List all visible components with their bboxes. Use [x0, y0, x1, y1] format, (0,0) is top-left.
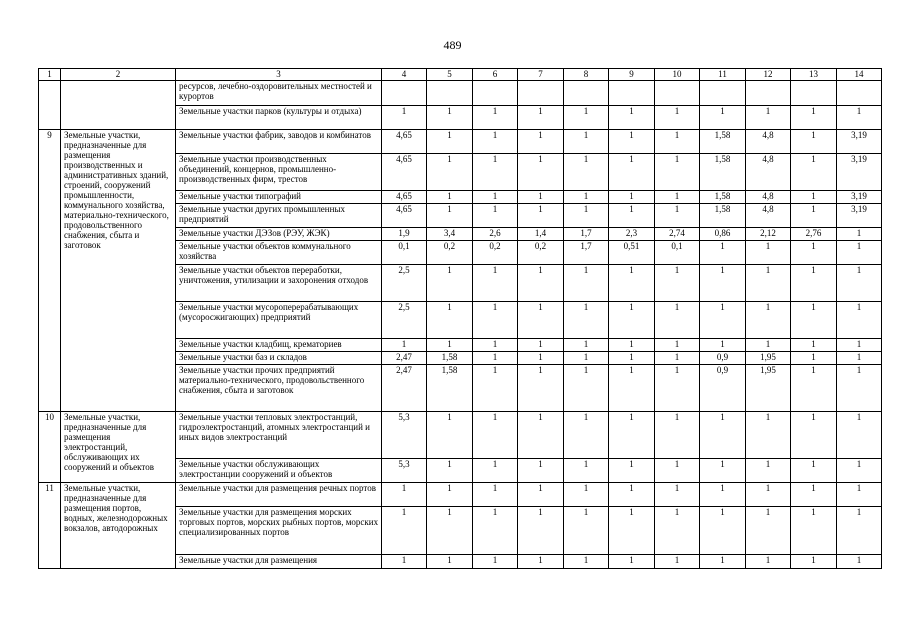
coefficient-cell: 2,3	[609, 228, 655, 241]
coefficient-cell: 1	[518, 507, 564, 555]
coefficient-cell: 1,58	[427, 352, 473, 365]
coefficient-cell: 1	[518, 302, 564, 339]
row-description: Земельные участки производственных объединений, концернов, промышленно-производственных фирм, трестов	[176, 154, 382, 191]
row-description: Земельные участки тепловых электростанций, гидроэлектростанций, атомных электростанций и иных видов электростанций	[176, 412, 382, 459]
coefficient-cell: 2,47	[382, 352, 427, 365]
coefficient-cell: 1	[427, 204, 473, 228]
coefficient-cell: 4,8	[746, 204, 791, 228]
coefficient-cell: 1	[518, 365, 564, 412]
coefficient-cell: 1	[518, 106, 564, 130]
page-number: 489	[443, 38, 462, 52]
table-row	[39, 412, 882, 459]
coefficient-cell: 0,1	[382, 241, 427, 265]
coefficient-cell: 2,5	[382, 302, 427, 339]
coefficient-cell: 4,8	[746, 191, 791, 204]
coefficient-cell: 1	[837, 459, 882, 483]
coefficient-cell: 1	[564, 154, 609, 191]
coefficient-cell: 1	[382, 339, 427, 352]
coefficient-cell: 1	[609, 352, 655, 365]
coefficient-cell: 2,6	[473, 228, 518, 241]
coefficient-cell: 1	[564, 555, 609, 569]
coefficient-cell: 4,65	[382, 204, 427, 228]
coefficient-cell	[791, 81, 837, 106]
column-header: 14	[837, 69, 882, 81]
coefficient-cell: 1	[700, 459, 746, 483]
coefficient-cell: 1	[791, 459, 837, 483]
coefficient-cell: 1	[791, 130, 837, 154]
coefficient-cell: 1	[609, 154, 655, 191]
coefficient-cell: 4,65	[382, 154, 427, 191]
coefficient-cell: 1	[473, 302, 518, 339]
coefficient-cell: 1	[382, 507, 427, 555]
coefficient-cell: 1	[655, 507, 700, 555]
column-header: 5	[427, 69, 473, 81]
coefficient-cell: 1	[655, 265, 700, 302]
coefficient-cell: 1	[837, 106, 882, 130]
coefficient-cell: 4,8	[746, 154, 791, 191]
coefficient-cell: 1	[518, 412, 564, 459]
coefficient-cell: 0,51	[609, 241, 655, 265]
coefficient-cell: 2,5	[382, 265, 427, 302]
coefficient-cell: 1	[564, 204, 609, 228]
row-description: Земельные участки кладбищ, крематориев	[176, 339, 382, 352]
coefficient-cell: 4,65	[382, 191, 427, 204]
coefficient-cell: 1	[609, 459, 655, 483]
row-description: Земельные участки баз и складов	[176, 352, 382, 365]
coefficient-cell: 1	[700, 302, 746, 339]
coefficient-cell: 1	[518, 483, 564, 507]
coefficient-cell: 3,19	[837, 204, 882, 228]
coefficient-cell: 1	[837, 302, 882, 339]
column-header: 8	[564, 69, 609, 81]
coefficient-cell: 1	[609, 191, 655, 204]
coefficient-cell: 1	[427, 555, 473, 569]
coefficient-cell: 1	[791, 507, 837, 555]
coefficient-cell: 1	[791, 483, 837, 507]
coefficient-cell: 1	[427, 483, 473, 507]
column-header: 6	[473, 69, 518, 81]
coefficient-cell: 1	[700, 265, 746, 302]
coefficient-cell: 1	[427, 154, 473, 191]
coefficient-cell: 1	[473, 412, 518, 459]
coefficient-cell: 1	[655, 154, 700, 191]
coefficient-cell: 0,2	[427, 241, 473, 265]
row-description: Земельные участки прочих предприятий материально-технического, продовольственного снабжения, сбыта и заготовок	[176, 365, 382, 412]
coefficient-cell: 1	[700, 412, 746, 459]
coefficient-cell: 1	[382, 106, 427, 130]
coefficient-cell: 1	[746, 555, 791, 569]
row-description: Земельные участки для размещения речных портов	[176, 483, 382, 507]
coefficient-cell: 1	[473, 130, 518, 154]
coefficient-cell: 1	[382, 555, 427, 569]
coefficient-cell: 1	[473, 339, 518, 352]
coefficient-cell: 5,3	[382, 412, 427, 459]
coefficient-cell: 1	[655, 412, 700, 459]
column-header: 11	[700, 69, 746, 81]
coefficient-cell: 1	[791, 365, 837, 412]
coefficient-cell: 1	[564, 265, 609, 302]
table-row	[39, 81, 882, 106]
coefficient-cell: 1	[518, 555, 564, 569]
coefficient-cell: 1	[427, 507, 473, 555]
column-header: 12	[746, 69, 791, 81]
coefficient-cell: 1	[655, 106, 700, 130]
coefficient-cell: 1,58	[700, 191, 746, 204]
coefficient-cell: 1	[473, 365, 518, 412]
coefficient-cell: 1	[518, 130, 564, 154]
coefficient-cell: 1	[791, 352, 837, 365]
coefficient-cell: 1	[609, 365, 655, 412]
coefficient-cell: 1	[427, 130, 473, 154]
row-description: Земельные участки парков (культуры и отдыха)	[176, 106, 382, 130]
coefficient-cell: 1	[427, 302, 473, 339]
coefficient-cell: 1	[609, 483, 655, 507]
coefficient-cell: 1,95	[746, 365, 791, 412]
coefficient-cell: 1	[473, 204, 518, 228]
coefficient-cell: 1	[655, 483, 700, 507]
coefficient-cell: 1	[837, 412, 882, 459]
coefficient-cell: 1	[473, 191, 518, 204]
coefficient-cell	[700, 81, 746, 106]
coefficient-cell: 1	[700, 507, 746, 555]
coefficient-cell: 1	[837, 241, 882, 265]
coefficient-cell: 1,7	[564, 228, 609, 241]
group-name: Земельные участки, предназначенные для размещения портов, водных, железнодорожных вокзалов, автодорожных	[61, 483, 176, 569]
coefficient-cell: 1	[564, 365, 609, 412]
coefficient-cell: 1	[427, 106, 473, 130]
row-description: Земельные участки ДЭЗов (РЭУ, ЖЭК)	[176, 228, 382, 241]
coefficient-cell: 1	[746, 106, 791, 130]
table-row	[39, 483, 882, 507]
coefficient-cell: 1	[473, 555, 518, 569]
coefficient-cell: 1	[473, 459, 518, 483]
coefficient-cell: 1	[609, 555, 655, 569]
coefficient-cell: 1	[609, 265, 655, 302]
coefficient-cell: 3,19	[837, 154, 882, 191]
coefficient-cell: 1	[700, 241, 746, 265]
coefficient-cell: 5,3	[382, 459, 427, 483]
coefficient-cell: 3,19	[837, 130, 882, 154]
row-description: Земельные участки типографий	[176, 191, 382, 204]
coefficient-cell: 1	[837, 352, 882, 365]
coefficient-cell: 1	[655, 339, 700, 352]
coefficient-cell: 1	[473, 483, 518, 507]
coefficient-cell: 1	[791, 191, 837, 204]
coefficient-cell: 1	[655, 555, 700, 569]
coefficient-cell: 1	[791, 241, 837, 265]
coefficient-cell: 1	[564, 483, 609, 507]
coefficient-cell: 1	[746, 412, 791, 459]
coefficient-cell: 1	[609, 106, 655, 130]
coefficient-cell	[609, 81, 655, 106]
coefficient-cell: 1	[791, 204, 837, 228]
coefficient-cell: 4,65	[382, 130, 427, 154]
coefficient-cell: 0,2	[518, 241, 564, 265]
coefficient-cell: 1	[655, 191, 700, 204]
coefficient-cell: 1	[655, 352, 700, 365]
table-row	[39, 130, 882, 154]
coefficient-cell: 1	[700, 339, 746, 352]
coefficient-cell: 1	[655, 302, 700, 339]
row-description: Земельные участки объектов переработки, уничтожения, утилизации и захоронения отходов	[176, 265, 382, 302]
column-header: 9	[609, 69, 655, 81]
coefficient-cell: 1	[837, 507, 882, 555]
coefficient-cell: 1	[791, 302, 837, 339]
coefficient-cell: 0,86	[700, 228, 746, 241]
coefficient-cell: 1	[791, 106, 837, 130]
coefficient-cell: 1	[473, 154, 518, 191]
coefficient-cell: 1	[564, 339, 609, 352]
coefficient-cell: 1	[473, 265, 518, 302]
coefficient-cell: 1	[564, 191, 609, 204]
coefficient-cell: 1	[564, 412, 609, 459]
header-row	[39, 69, 882, 81]
coefficient-cell: 1	[746, 302, 791, 339]
coefficient-cell: 1	[473, 352, 518, 365]
coefficient-cell: 1	[655, 130, 700, 154]
coefficients-table	[38, 68, 882, 569]
group-name: Земельные участки, предназначенные для размещения производственных и административных зданий, строений, сооружений промышленности, коммунального хозяйства, материально-технического, продовольственного снабжения, сбыта и заготовок	[61, 130, 176, 412]
row-description: Земельные участки фабрик, заводов и комбинатов	[176, 130, 382, 154]
coefficient-cell	[427, 81, 473, 106]
coefficient-cell: 1	[791, 555, 837, 569]
coefficient-cell: 1	[427, 412, 473, 459]
coefficient-cell: 1	[746, 339, 791, 352]
coefficient-cell: 1,7	[564, 241, 609, 265]
coefficient-cell: 1	[473, 106, 518, 130]
coefficient-cell: 1	[609, 507, 655, 555]
coefficient-cell: 1	[518, 154, 564, 191]
coefficient-cell	[382, 81, 427, 106]
column-header: 13	[791, 69, 837, 81]
coefficient-cell: 3,19	[837, 191, 882, 204]
coefficient-cell: 1	[518, 339, 564, 352]
coefficient-cell	[655, 81, 700, 106]
coefficient-cell: 1	[518, 191, 564, 204]
column-header: 10	[655, 69, 700, 81]
column-header: 3	[176, 69, 382, 81]
coefficient-cell: 0,9	[700, 365, 746, 412]
column-header: 7	[518, 69, 564, 81]
coefficient-cell: 1	[700, 555, 746, 569]
coefficient-cell	[837, 81, 882, 106]
group-number: 9	[39, 130, 61, 412]
coefficient-cell: 1	[609, 412, 655, 459]
coefficient-cell: 1	[609, 204, 655, 228]
coefficient-cell: 1	[746, 507, 791, 555]
coefficient-cell: 1	[837, 265, 882, 302]
coefficient-cell: 1	[609, 130, 655, 154]
coefficient-cell: 1	[427, 459, 473, 483]
coefficient-cell: 1	[791, 412, 837, 459]
row-description: Земельные участки объектов коммунального хозяйства	[176, 241, 382, 265]
coefficient-cell: 1	[791, 154, 837, 191]
coefficient-cell: 1	[518, 204, 564, 228]
group-number: 11	[39, 483, 61, 569]
coefficient-cell: 2,74	[655, 228, 700, 241]
coefficient-cell: 1,4	[518, 228, 564, 241]
row-description: ресурсов, лечебно-оздоровительных местностей и курортов	[176, 81, 382, 106]
coefficient-cell: 1	[382, 483, 427, 507]
coefficient-cell: 1	[791, 339, 837, 352]
coefficient-cell: 1	[837, 365, 882, 412]
group-number	[39, 81, 61, 130]
coefficient-cell: 1	[427, 265, 473, 302]
coefficient-cell: 1	[564, 130, 609, 154]
coefficient-cell: 1,58	[700, 130, 746, 154]
coefficient-cell: 1	[564, 302, 609, 339]
group-number: 10	[39, 412, 61, 483]
coefficient-cell	[564, 81, 609, 106]
coefficient-cell: 1	[609, 339, 655, 352]
coefficient-cell: 1	[518, 352, 564, 365]
coefficient-cell: 1	[837, 483, 882, 507]
coefficient-cell: 1	[609, 302, 655, 339]
coefficient-cell: 1	[837, 228, 882, 241]
coefficient-cell: 1	[655, 459, 700, 483]
row-description: Земельные участки других промышленных предприятий	[176, 204, 382, 228]
coefficient-cell: 1	[700, 106, 746, 130]
coefficient-cell: 1	[473, 507, 518, 555]
coefficient-cell: 1	[746, 483, 791, 507]
coefficient-cell: 1	[518, 265, 564, 302]
coefficient-cell: 4,8	[746, 130, 791, 154]
group-name	[61, 81, 176, 130]
coefficient-cell: 1,9	[382, 228, 427, 241]
coefficient-cell: 2,12	[746, 228, 791, 241]
coefficient-cell: 1	[564, 352, 609, 365]
coefficient-cell: 1,58	[700, 204, 746, 228]
coefficient-cell	[746, 81, 791, 106]
row-description: Земельные участки обслуживающих электростанции сооружений и объектов	[176, 459, 382, 483]
coefficient-cell: 1	[427, 191, 473, 204]
coefficient-cell: 1	[564, 106, 609, 130]
row-description: Земельные участки для размещения морских торговых портов, морских рыбных портов, морских специализированных портов	[176, 507, 382, 555]
row-description: Земельные участки мусороперерабатывающих (мусоросжигающих) предприятий	[176, 302, 382, 339]
coefficient-cell: 1,58	[427, 365, 473, 412]
coefficient-cell: 2,47	[382, 365, 427, 412]
coefficient-cell: 1	[746, 241, 791, 265]
coefficient-cell: 1	[655, 365, 700, 412]
coefficient-cell: 1	[655, 204, 700, 228]
group-name: Земельные участки, предназначенные для размещения электростанций, обслуживающих их сооружений и объектов	[61, 412, 176, 483]
coefficient-cell: 1	[564, 459, 609, 483]
coefficient-cell: 1	[427, 339, 473, 352]
coefficient-cell: 1	[791, 265, 837, 302]
coefficient-cell: 1	[746, 265, 791, 302]
coefficient-cell: 1	[564, 507, 609, 555]
coefficient-cell: 1	[837, 555, 882, 569]
coefficient-cell: 1	[518, 459, 564, 483]
coefficient-cell: 0,1	[655, 241, 700, 265]
coefficient-cell: 1	[700, 483, 746, 507]
coefficient-cell: 1,95	[746, 352, 791, 365]
row-description: Земельные участки для размещения	[176, 555, 382, 569]
column-header: 1	[39, 69, 61, 81]
coefficient-cell: 3,4	[427, 228, 473, 241]
coefficient-cell	[473, 81, 518, 106]
coefficient-cell: 1	[746, 459, 791, 483]
coefficient-cell: 1	[837, 339, 882, 352]
column-header: 2	[61, 69, 176, 81]
column-header: 4	[382, 69, 427, 81]
coefficient-cell: 0,9	[700, 352, 746, 365]
coefficient-cell: 0,2	[473, 241, 518, 265]
coefficient-cell: 2,76	[791, 228, 837, 241]
coefficient-cell	[518, 81, 564, 106]
coefficient-cell: 1,58	[700, 154, 746, 191]
